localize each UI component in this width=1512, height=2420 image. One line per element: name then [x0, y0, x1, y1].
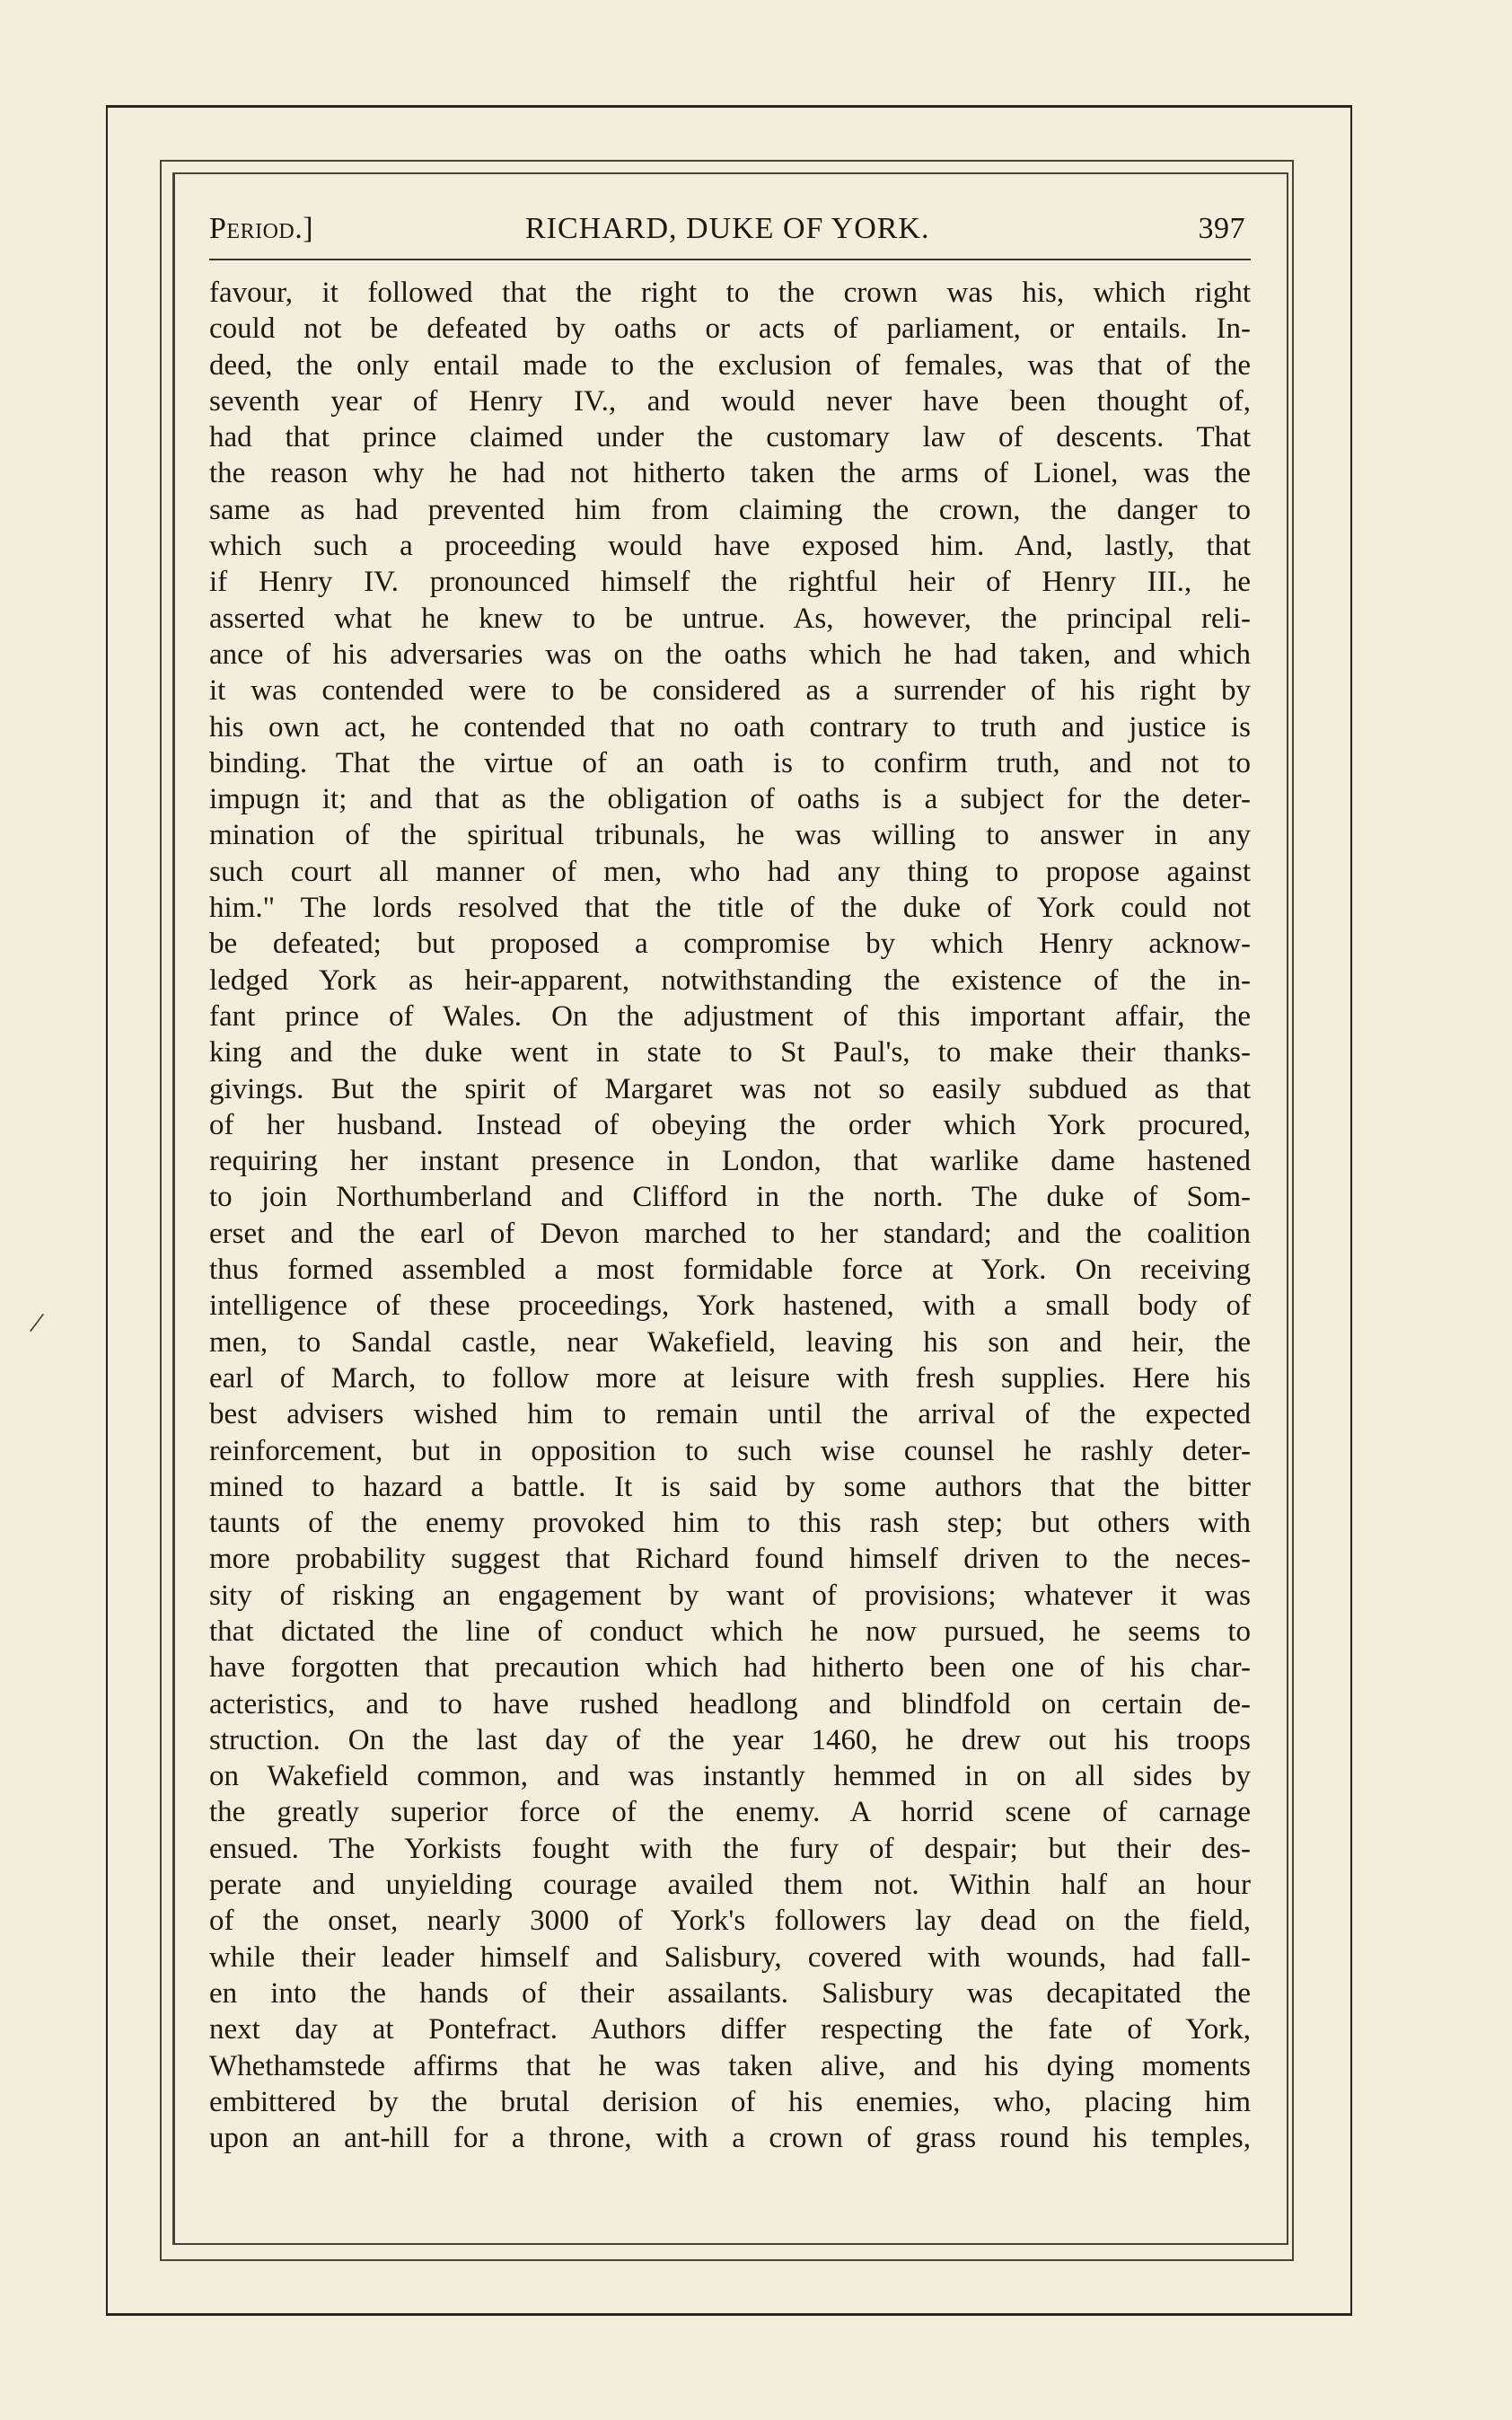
text-line: intelligence of these proceedings, York hastened, with a small body of: [209, 1289, 1251, 1323]
text-line: ensued. The Yorkists fought with the fury of despair; but their des-: [209, 1832, 1251, 1865]
text-line: of her husband. Instead of obeying the order which York procured,: [209, 1108, 1251, 1141]
text-line: ance of his adversaries was on the oaths which he had taken, and which: [209, 638, 1251, 671]
text-line: binding. That the virtue of an oath is to confirm truth, and not to: [209, 746, 1251, 779]
text-line: reinforcement, but in opposition to such wise counsel he rashly deter-: [209, 1434, 1251, 1467]
text-line: taunts of the enemy provoked him to this rash step; but others with: [209, 1507, 1251, 1540]
body-text: [209, 275, 1251, 2156]
page-number: 397: [1198, 212, 1245, 245]
text-line: mined to hazard a battle. It is said by some authors that the bitter: [209, 1470, 1251, 1503]
text-line: mination of the spiritual tribunals, he was willing to answer in any: [209, 819, 1251, 852]
text-line: could not be defeated by oaths or acts of parliament, or entails. In-: [209, 312, 1251, 346]
text-line: asserted what he knew to be untrue. As, however, the principal reli-: [209, 602, 1251, 635]
text-line: of the onset, nearly 3000 of York's followers lay dead on the field,: [209, 1905, 1251, 1938]
text-line: it was contended were to be considered as a surrender of his right by: [209, 674, 1251, 708]
text-line: seventh year of Henry IV., and would never have been thought of,: [209, 384, 1251, 418]
text-line: embittered by the brutal derision of his enemies, who, placing him: [209, 2085, 1251, 2118]
text-line: if Henry IV. pronounced himself the rightful heir of Henry III., he: [209, 566, 1251, 599]
text-line: sity of risking an engagement by want of provisions; whatever it was: [209, 1579, 1251, 1612]
text-line: favour, it followed that the right to the crown was his, which right: [209, 277, 1251, 309]
text-line: the reason why he had not hitherto taken the arms of Lionel, was the: [209, 457, 1251, 490]
text-line: upon an ant-hill for a throne, with a crown of grass round his temples,: [209, 2122, 1251, 2155]
text-line: deed, the only entail made to the exclusion of females, was that of the: [209, 348, 1251, 382]
text-line: had that prince claimed under the customary law of descents. That: [209, 421, 1251, 454]
text-line: men, to Sandal castle, near Wakefield, leaving his son and heir, the: [209, 1325, 1251, 1359]
text-line: such court all manner of men, who had any thing to propose against: [209, 855, 1251, 888]
text-line: thus formed assembled a most formidable force at York. On receiving: [209, 1254, 1251, 1287]
running-head-title: RICHARD, DUKE OF YORK.: [525, 212, 930, 245]
running-head: [209, 207, 1251, 251]
text-line: to join Northumberland and Clifford in the north. The duke of Som-: [209, 1181, 1251, 1214]
text-line: fant prince of Wales. On the adjustment of this important affair, the: [209, 999, 1251, 1033]
text-line: king and the duke went in state to St Paul's, to make their thanks-: [209, 1036, 1251, 1069]
margin-pencil-mark: /: [27, 1306, 47, 1341]
text-line: which such a proceeding would have exposed him. And, lastly, that: [209, 530, 1251, 563]
text-line: requiring her instant presence in London, that warlike dame hastened: [209, 1145, 1251, 1178]
text-line: erset and the earl of Devon marched to her standard; and the coalition: [209, 1217, 1251, 1250]
text-line: him." The lords resolved that the title of the duke of York could not: [209, 892, 1251, 925]
text-line: Whethamstede affirms that he was taken alive, and his dying moments: [209, 2049, 1251, 2082]
text-line: have forgotten that precaution which had hitherto been one of his char-: [209, 1651, 1251, 1685]
text-line: perate and unyielding courage availed them not. Within half an hour: [209, 1869, 1251, 1902]
text-line: more probability suggest that Richard found himself driven to the neces-: [209, 1543, 1251, 1576]
text-line: ledged York as heir-apparent, notwithstanding the existence of the in-: [209, 964, 1251, 997]
text-line: his own act, he contended that no oath contrary to truth and justice is: [209, 710, 1251, 744]
text-line: that dictated the line of conduct which he now pursued, he seems to: [209, 1615, 1251, 1648]
text-line: earl of March, to follow more at leisure with fresh supplies. Here his: [209, 1361, 1251, 1395]
text-line: on Wakefield common, and was instantly hemmed in on all sides by: [209, 1760, 1251, 1793]
text-line: next day at Pontefract. Authors differ respecting the fate of York,: [209, 2013, 1251, 2046]
text-line: while their leader himself and Salisbury, covered with wounds, had fall-: [209, 1940, 1251, 1974]
text-line: acteristics, and to have rushed headlong and blindfold on certain de-: [209, 1687, 1251, 1720]
text-line: givings. But the spirit of Margaret was not so easily subdued as that: [209, 1072, 1251, 1105]
text-line: the greatly superior force of the enemy. A horrid scene of carnage: [209, 1796, 1251, 1829]
header-rule: [209, 259, 1251, 260]
text-line: en into the hands of their assailants. Salisbury was decapitated the: [209, 1976, 1251, 2010]
text-line: be defeated; but proposed a compromise by which Henry acknow-: [209, 928, 1251, 961]
text-line: same as had prevented him from claiming the crown, the danger to: [209, 493, 1251, 526]
running-head-section: Period.]: [209, 212, 314, 245]
text-line: struction. On the last day of the year 1460, he drew out his troops: [209, 1723, 1251, 1756]
text-line: impugn it; and that as the obligation of oaths is a subject for the deter-: [209, 783, 1251, 816]
text-line: best advisers wished him to remain until the arrival of the expected: [209, 1398, 1251, 1431]
